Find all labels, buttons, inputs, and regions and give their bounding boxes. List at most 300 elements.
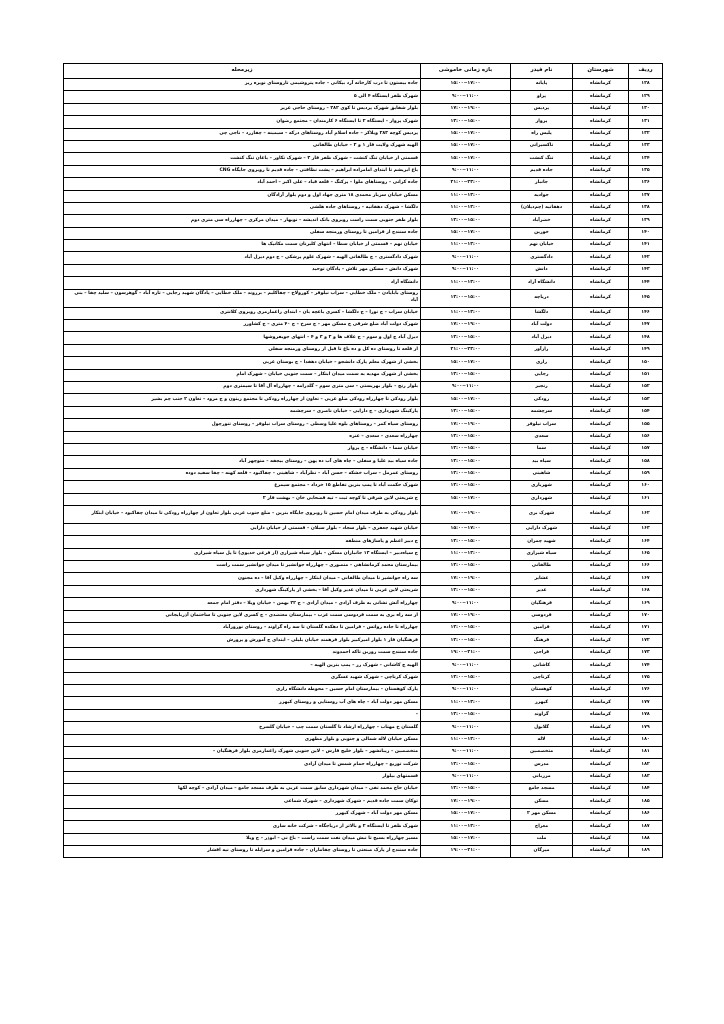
feeder-name-cell: گلابول xyxy=(511,722,573,734)
table-row xyxy=(64,846,663,858)
area-description-cell: ج سیاه‌دبیر – ایستگاه ۱۳ جانبازان مسکن – بلوار سیاه شیرازی (از فرعی خدیوی) تا پل سیاه شیرازی xyxy=(64,548,421,560)
outage-time-cell: ۱۳:۰۰−۱۵:۰۰ xyxy=(421,431,511,443)
table-row xyxy=(64,623,663,635)
province-cell: کرمانشاه xyxy=(573,344,629,356)
feeder-name-cell: رازآور xyxy=(511,344,573,356)
province-cell: کرمانشاه xyxy=(573,202,629,214)
province-cell: کرمانشاه xyxy=(573,734,629,746)
outage-time-cell: ۱۱:۰۰−۱۳:۰۰ xyxy=(421,548,511,560)
table-header-row xyxy=(64,64,663,79)
province-cell: کرمانشاه xyxy=(573,833,629,845)
province-cell: کرمانشاه xyxy=(573,369,629,381)
province-cell: کرمانشاه xyxy=(573,227,629,239)
row-number-cell: ۱۴۳ xyxy=(629,264,663,276)
row-number-cell: ۱۸۰ xyxy=(629,734,663,746)
area-description-cell: شهرک دانش – مسکن مهر تلاش – پادگان توحید xyxy=(64,264,421,276)
outage-time-cell: ۱۱:۰۰−۱۳:۰۰ xyxy=(421,307,511,319)
outage-time-cell: ۱۳:۰۰−۱۵:۰۰ xyxy=(421,116,511,128)
province-cell: کرمانشاه xyxy=(573,505,629,523)
row-number-cell: ۱۴۶ xyxy=(629,307,663,319)
area-description-cell: الهیه ج کاشانی – شهرک رز – پمپ بنزین الهیه – xyxy=(64,660,421,672)
table-row xyxy=(64,431,663,443)
feeder-name-cell: پلیس راه xyxy=(511,128,573,140)
feeder-name-cell: دریاچه xyxy=(511,289,573,307)
outage-time-cell: ۱۷:۰۰−۱۹:۰۰ xyxy=(421,103,511,115)
feeder-name-cell: مرزبانی xyxy=(511,771,573,783)
area-description-cell: از سه راه بری به سمت فردوسی سمت غرب – بیمارستان معتضدی – ج کسری لاین جنوبی تا ساختمان آذربایجانی xyxy=(64,610,421,622)
province-cell: کرمانشاه xyxy=(573,493,629,505)
province-cell: کرمانشاه xyxy=(573,523,629,535)
table-row xyxy=(64,598,663,610)
row-number-cell: ۱۶۵ xyxy=(629,548,663,560)
outage-time-cell: ۱۱:۰۰−۱۳:۰۰ xyxy=(421,190,511,202)
outage-time-cell: ۱۷:۰۰−۱۹:۰۰ xyxy=(421,573,511,585)
province-cell: کرمانشاه xyxy=(573,722,629,734)
outage-time-cell: ۱۵:۰۰−۱۷:۰۰ xyxy=(421,128,511,140)
area-description-cell: مسکن مهر دولت آباد – شهرک کیهرز xyxy=(64,808,421,820)
outage-time-cell: ۹:۰۰−۱۱:۰۰ xyxy=(421,252,511,264)
table-row xyxy=(64,548,663,560)
table-row xyxy=(64,332,663,344)
outage-time-cell: ۱۵:۰۰−۱۷:۰۰ xyxy=(421,523,511,535)
area-description-cell: فرهنگیان فاز ۱ بلوار امیرکبیر بلوار فرهمند خیابان بلیلی – ابتدای ج آموزش و پرورش xyxy=(64,635,421,647)
outage-time-cell: ۱۵:۰۰−۱۷:۰۰ xyxy=(421,140,511,152)
outage-time-cell: ۹:۰۰−۱۱:۰۰ xyxy=(421,722,511,734)
outage-time-cell: ۱۳:۰۰−۱۵:۰۰ xyxy=(421,443,511,455)
table-row xyxy=(64,202,663,214)
feeder-name-cell: مسکن مهر ۲ xyxy=(511,808,573,820)
row-number-cell: ۱۵۹ xyxy=(629,468,663,480)
province-cell: کرمانشاه xyxy=(573,320,629,332)
outage-time-cell: ۱۵:۰۰−۱۷:۰۰ xyxy=(421,227,511,239)
feeder-name-cell: میرگان xyxy=(511,846,573,858)
table-row xyxy=(64,523,663,535)
row-number-cell: ۱۸۵ xyxy=(629,796,663,808)
feeder-name-cell: شهرک بری xyxy=(511,505,573,523)
row-number-cell: ۱۳۴ xyxy=(629,153,663,165)
province-cell: کرمانشاه xyxy=(573,697,629,709)
province-cell: کرمانشاه xyxy=(573,240,629,252)
row-number-cell: ۱۵۲ xyxy=(629,381,663,393)
area-description-cell: سه راه جوانشیر تا میدان طالقانی – میدان ابتکار – چهارراه وکیل آقا – ده مجنون xyxy=(64,573,421,585)
feeder-name-cell: شاهینی xyxy=(511,468,573,480)
outage-time-cell: ۲۱:۰۰−۲۳:۰۰ xyxy=(421,344,511,356)
area-description-cell: بخشی از شهرک معلم پارک دانشجو – خیابان دهقدا – ج بوستان غربی xyxy=(64,357,421,369)
table-row xyxy=(64,307,663,319)
area-description-cell: بلوار رنج – بلوار بهزیستی – سی متری سوم – گلدرامه – چهارراه آل آقا تا سیمتری دوم xyxy=(64,381,421,393)
outage-time-cell: ۱۳:۰۰−۱۵:۰۰ xyxy=(421,536,511,548)
area-description-cell: مسکن خیابان سرباز محمدی ۱۸ متری جهاد اول و دوم بلوار آزادگان xyxy=(64,190,421,202)
table-row xyxy=(64,91,663,103)
province-cell: کرمانشاه xyxy=(573,91,629,103)
area-description-cell: چهارراه سعدی – سعدی – عنزه xyxy=(64,431,421,443)
table-row xyxy=(64,759,663,771)
province-cell: کرمانشاه xyxy=(573,784,629,796)
table-row xyxy=(64,140,663,152)
province-cell: کرمانشاه xyxy=(573,759,629,771)
row-number-cell: ۱۳۲ xyxy=(629,128,663,140)
feeder-name-cell: لاله xyxy=(511,734,573,746)
province-cell: کرمانشاه xyxy=(573,419,629,431)
row-number-cell: ۱۸۳ xyxy=(629,771,663,783)
outage-time-cell: ۹:۰۰−۱۱:۰۰ xyxy=(421,165,511,177)
province-cell: کرمانشاه xyxy=(573,573,629,585)
table-row xyxy=(64,672,663,684)
province-cell: کرمانشاه xyxy=(573,289,629,307)
outage-time-cell: ۱۳:۰۰−۱۵:۰۰ xyxy=(421,759,511,771)
feeder-name-cell: فردوسی xyxy=(511,610,573,622)
area-description-cell: متخصصین – زیبانشهر – بلوار خلیج فارس – لاین جنوبی شهرک زاغمارمری بلوار فرهنگیان – xyxy=(64,746,421,758)
area-description-cell: بلوار رودکی تا چهارراه رودکی ضلع غربی – تعاون از چهارراه رودکی تا مجتمع زیتون و ج مرود – تعاون ۲ جنب چم بشیر xyxy=(64,394,421,406)
province-cell: کرمانشاه xyxy=(573,128,629,140)
row-number-cell: ۱۷۷ xyxy=(629,697,663,709)
area-description-cell: خیابان شهید جعفری – بلوار سجاد – بلوار سبلان – قسمتی از خیابان دارایی xyxy=(64,523,421,535)
province-cell: کرمانشاه xyxy=(573,808,629,820)
row-number-cell: ۱۶۴ xyxy=(629,536,663,548)
table-row xyxy=(64,536,663,548)
table-row xyxy=(64,660,663,672)
outage-time-cell: ۱۹:۰۰−۲۱:۰۰ xyxy=(421,647,511,659)
area-description-cell: توکان سمت جاده قدیم – شهرک شهرداری – شهرک شماعی xyxy=(64,796,421,808)
area-description-cell: شهرک کرناچی – شهرک شهید عسگری xyxy=(64,672,421,684)
outage-time-cell: ۱۳:۰۰−۱۵:۰۰ xyxy=(421,369,511,381)
area-description-cell: دانشگاه آزاد xyxy=(64,277,421,289)
outage-time-cell: ۱۷:۰۰−۱۹:۰۰ xyxy=(421,320,511,332)
area-description-cell: قسمتهای بیلوار xyxy=(64,771,421,783)
feeder-name-cell: معراج xyxy=(511,821,573,833)
outage-time-cell: ۱۳:۰۰−۱۵:۰۰ xyxy=(421,635,511,647)
feeder-name-cell: پردیس xyxy=(511,103,573,115)
feeder-name-cell: رنجبر xyxy=(511,381,573,393)
row-number-cell: ۱۴۰ xyxy=(629,227,663,239)
area-description-cell: پردیس کوچه ۲۸۳ ویلاکر – جاده اسلام آباد روستاهای درکه – سیمینه – چقازرد – ناجی چی xyxy=(64,128,421,140)
feeder-name-cell: فرهنگ xyxy=(511,635,573,647)
area-description-cell: جاده کرانی – روستاهای ملوا – پرکنگ – قلعه قباد – علی اکبر – احمد آباد xyxy=(64,178,421,190)
province-cell: کرمانشاه xyxy=(573,481,629,493)
outage-time-cell: ۱۳:۰۰−۱۵:۰۰ xyxy=(421,709,511,721)
table-row xyxy=(64,456,663,468)
table-row xyxy=(64,103,663,115)
area-description-cell: الهیه شهرک ولایت فاز ۱ و ۲ – خیابان طالقانی xyxy=(64,140,421,152)
outage-time-cell: ۱۵:۰۰−۱۷:۰۰ xyxy=(421,493,511,505)
area-description-cell: خیابان سما – دانشگاه – ج پرواز xyxy=(64,443,421,455)
outage-time-cell: ۱۷:۰۰−۱۹:۰۰ xyxy=(421,610,511,622)
feeder-name-cell: تنگ کنشت xyxy=(511,153,573,165)
area-description-cell: خیابان سراب – ج نورا – ج دلگشا – کسری باغچه بان – ابتدای زاغمارمری روبروی کلانتری xyxy=(64,307,421,319)
area-description-cell: شهرک دادگستری – ج طالقانی الهیه – شهرک علوم پزشکی – ج دوم دیزل آباد xyxy=(64,252,421,264)
row-number-cell: ۱۶۷ xyxy=(629,573,663,585)
row-number-cell: ۱۴۵ xyxy=(629,289,663,307)
row-number-cell: ۱۷۹ xyxy=(629,722,663,734)
feeder-name-cell: سیاه شیرازی xyxy=(511,548,573,560)
area-description-cell: پارک کوهستان – بیمارستان امام حسین – محوطه دانشگاه رازی xyxy=(64,684,421,696)
area-description-cell: ج دبیر اعظم و پاساژهای منطقه xyxy=(64,536,421,548)
row-number-cell: ۱۳۰ xyxy=(629,103,663,115)
province-cell: کرمانشاه xyxy=(573,709,629,721)
row-number-cell: ۱۴۴ xyxy=(629,277,663,289)
row-number-cell: ۱۷۵ xyxy=(629,672,663,684)
province-cell: کرمانشاه xyxy=(573,443,629,455)
table-row xyxy=(64,647,663,659)
row-number-cell: ۱۷۳ xyxy=(629,647,663,659)
province-cell: کرمانشاه xyxy=(573,153,629,165)
province-cell: کرمانشاه xyxy=(573,647,629,659)
feeder-name-cell: کاشانی xyxy=(511,660,573,672)
table-row xyxy=(64,585,663,597)
province-cell: کرمانشاه xyxy=(573,635,629,647)
area-description-cell: خیابان حاج محمد تقی – میدان شهرداری سابق سمت غربی به طرف مسجد جامع – میدان آزادی – کوچه لکها xyxy=(64,784,421,796)
table-row xyxy=(64,357,663,369)
table-row xyxy=(64,320,663,332)
area-description-cell: جاده سیاه بید علیا و سفلی – چاه های آب ده پهن – روستای بیجقه – منوچهر آباد xyxy=(64,456,421,468)
outage-time-cell: ۱۹:۰۰−۲۱:۰۰ xyxy=(421,846,511,858)
table-row xyxy=(64,240,663,252)
province-cell: کرمانشاه xyxy=(573,381,629,393)
table-row xyxy=(64,165,663,177)
table-row xyxy=(64,277,663,289)
row-number-cell: ۱۵۵ xyxy=(629,419,663,431)
table-row xyxy=(64,610,663,622)
area-description-cell: چهارراه آتش نشانی به طرف آزادی – میدان آزادی – ج ۲۲ بهمن – خیابان ویلا – دفتر امام جمعه xyxy=(64,598,421,610)
row-number-cell: ۱۵۸ xyxy=(629,456,663,468)
outage-time-cell: ۱۳:۰۰−۱۵:۰۰ xyxy=(421,468,511,480)
province-cell: کرمانشاه xyxy=(573,821,629,833)
row-number-cell: ۱۴۹ xyxy=(629,344,663,356)
feeder-name-cell: دولت آباد xyxy=(511,320,573,332)
area-description-cell: بیمارستان محمد کرمانشاهی – منصوری – چهارراه جوانشیر تا میدان جوانشیر سمت راست xyxy=(64,561,421,573)
table-row xyxy=(64,635,663,647)
feeder-name-cell: خورین xyxy=(511,227,573,239)
area-description-cell: دلگشا – شهرک دهقانیه – روستاهای جاده هلشی xyxy=(64,202,421,214)
province-cell: کرمانشاه xyxy=(573,746,629,758)
table-row xyxy=(64,493,663,505)
area-description-cell: شریعتی لاین غربی تا میدان غدیر وکیل آقا – بخشی از پارکینگ شهرداری xyxy=(64,585,421,597)
area-description-cell: بخشی از شهرک مهدیه به سمت میدان ابتکار – سمت جنوبی خیابان – شهرک امام xyxy=(64,369,421,381)
table-row xyxy=(64,697,663,709)
row-number-cell: ۱۴۷ xyxy=(629,320,663,332)
feeder-name-cell: پراو xyxy=(511,91,573,103)
table-row xyxy=(64,746,663,758)
header-time: بازه زمانی خاموشی xyxy=(421,64,511,79)
area-description-cell: مسکن مهر دولت آباد – چاه های آب روستایی و روستای کیهرز xyxy=(64,697,421,709)
feeder-name-cell: جاده قدیم xyxy=(511,165,573,177)
row-number-cell: ۱۸۲ xyxy=(629,759,663,771)
header-feeder: نام فیدر xyxy=(511,64,573,79)
outage-schedule-sheet xyxy=(63,63,662,858)
area-description-cell: شهرک پرواز – ایستگاه ۲ تا ایستگاه ۶ کارمندان – مجتمع رضوان xyxy=(64,116,421,128)
area-description-cell: شهرک ظفر ایستگاه ۴ الی ۵ xyxy=(64,91,421,103)
feeder-name-cell: خضرآباد xyxy=(511,215,573,227)
province-cell: کرمانشاه xyxy=(573,394,629,406)
outage-time-cell: ۱۳:۰۰−۱۵:۰۰ xyxy=(421,672,511,684)
row-number-cell: ۱۴۸ xyxy=(629,332,663,344)
table-row xyxy=(64,116,663,128)
province-cell: کرمانشاه xyxy=(573,536,629,548)
area-description-cell: شرکت توزیع – چهارراه حمام شمس تا میدان آزادی xyxy=(64,759,421,771)
header-area: زیرمحله xyxy=(64,64,421,79)
row-number-cell: ۱۷۸ xyxy=(629,709,663,721)
table-row xyxy=(64,381,663,393)
province-cell: کرمانشاه xyxy=(573,252,629,264)
feeder-name-cell: فرامین xyxy=(511,623,573,635)
table-row xyxy=(64,573,663,585)
table-row xyxy=(64,79,663,91)
outage-time-cell: ۱۳:۰۰−۱۵:۰۰ xyxy=(421,215,511,227)
province-cell: کرمانشاه xyxy=(573,357,629,369)
header-row-number: ردیف xyxy=(629,64,663,79)
row-number-cell: ۱۵۱ xyxy=(629,369,663,381)
province-cell: کرمانشاه xyxy=(573,660,629,672)
row-number-cell: ۱۸۱ xyxy=(629,746,663,758)
province-cell: کرمانشاه xyxy=(573,307,629,319)
area-description-cell: قسمتی از خیابان تنگ کنشت – شهرک ظفر فاز ۳ – شهرک نکاور – باغان تنگ کنشت xyxy=(64,153,421,165)
row-number-cell: ۱۶۹ xyxy=(629,598,663,610)
outage-time-cell: ۱۳:۰۰−۱۵:۰۰ xyxy=(421,456,511,468)
row-number-cell: ۱۶۱ xyxy=(629,493,663,505)
row-number-cell: ۱۵۰ xyxy=(629,357,663,369)
province-cell: کرمانشاه xyxy=(573,456,629,468)
feeder-name-cell: دانش xyxy=(511,264,573,276)
row-number-cell: ۱۶۰ xyxy=(629,481,663,493)
outage-table xyxy=(63,63,663,858)
province-cell: کرمانشاه xyxy=(573,771,629,783)
feeder-name-cell: شهرداری xyxy=(511,493,573,505)
feeder-name-cell: غدیر xyxy=(511,585,573,597)
area-description-cell: جاده سنندج از فرامین تا روستای ورمنجه سفلی xyxy=(64,227,421,239)
table-row xyxy=(64,808,663,820)
area-description-cell: شهرک دولت آباد ضلع شرقی ج مسکن مهر – ج سرخ – ج ۴۰ متری – ج کشاورز xyxy=(64,320,421,332)
row-number-cell: ۱۸۴ xyxy=(629,784,663,796)
feeder-name-cell: دلگشا xyxy=(511,307,573,319)
feeder-name-cell: جوادیه xyxy=(511,190,573,202)
feeder-name-cell: متخصصین xyxy=(511,746,573,758)
province-cell: کرمانشاه xyxy=(573,406,629,418)
area-description-cell: مسکن خیابان لاله شمالی و جنوبی و بلوار مطهری xyxy=(64,734,421,746)
table-row xyxy=(64,709,663,721)
feeder-name-cell: دیزل آباد xyxy=(511,332,573,344)
row-number-cell: ۱۳۷ xyxy=(629,190,663,202)
province-cell: کرمانشاه xyxy=(573,190,629,202)
row-number-cell: ۱۷۲ xyxy=(629,635,663,647)
area-description-cell: – xyxy=(64,709,421,721)
row-number-cell: ۱۷۶ xyxy=(629,684,663,696)
table-row xyxy=(64,505,663,523)
outage-time-cell: ۱۷:۰۰−۱۹:۰۰ xyxy=(421,505,511,523)
outage-time-cell: ۱۳:۰۰−۱۵:۰۰ xyxy=(421,784,511,796)
province-cell: کرمانشاه xyxy=(573,610,629,622)
row-number-cell: ۱۳۹ xyxy=(629,215,663,227)
area-description-cell: جاده بیستون تا درب کارخانه آرد بیکانی – جاده پتروشیمی تاروستای نویره ریز xyxy=(64,79,421,91)
outage-time-cell: ۱۵:۰۰−۱۷:۰۰ xyxy=(421,153,511,165)
province-cell: کرمانشاه xyxy=(573,277,629,289)
row-number-cell: ۱۳۵ xyxy=(629,165,663,177)
area-description-cell: پارکینگ شهرداری – ج دارایی – خیابان ناصری – سرچشمه xyxy=(64,406,421,418)
feeder-name-cell: مدرس xyxy=(511,759,573,771)
province-cell: کرمانشاه xyxy=(573,684,629,696)
outage-time-cell: ۹:۰۰−۱۱:۰۰ xyxy=(421,684,511,696)
province-cell: کرمانشاه xyxy=(573,468,629,480)
row-number-cell: ۱۶۳ xyxy=(629,523,663,535)
row-number-cell: ۱۵۳ xyxy=(629,394,663,406)
area-description-cell: خیابان نهم – قسمتی از خیابان سطا – انتهای کلبرنان سمت مکانیک ها xyxy=(64,240,421,252)
outage-time-cell: ۹:۰۰−۱۱:۰۰ xyxy=(421,264,511,276)
row-number-cell: ۱۸۹ xyxy=(629,846,663,858)
outage-time-cell: ۱۳:۰۰−۱۵:۰۰ xyxy=(421,585,511,597)
outage-time-cell: ۱۱:۰۰−۱۳:۰۰ xyxy=(421,277,511,289)
outage-time-cell: ۱۱:۰۰−۱۳:۰۰ xyxy=(421,821,511,833)
table-row xyxy=(64,722,663,734)
province-cell: کرمانشاه xyxy=(573,103,629,115)
outage-time-cell: ۱۳:۰۰−۱۵:۰۰ xyxy=(421,332,511,344)
table-row xyxy=(64,128,663,140)
province-cell: کرمانشاه xyxy=(573,796,629,808)
feeder-name-cell: شهربازی xyxy=(511,481,573,493)
feeder-name-cell: ملت xyxy=(511,833,573,845)
province-cell: کرمانشاه xyxy=(573,79,629,91)
table-row xyxy=(64,684,663,696)
province-cell: کرمانشاه xyxy=(573,585,629,597)
area-description-cell: شهرک ظفر تا ایستگاه ۲ و بالاتر از دریاجگاه – شرکت خانه سازی xyxy=(64,821,421,833)
province-cell: کرمانشاه xyxy=(573,215,629,227)
feeder-name-cell: تاکسیرانی xyxy=(511,140,573,152)
feeder-name-cell: رجایی xyxy=(511,369,573,381)
table-row xyxy=(64,190,663,202)
feeder-name-cell: سیاه بید xyxy=(511,456,573,468)
table-row xyxy=(64,344,663,356)
area-description-cell: بلوار ظفر جنوبی سمت راست روبروی بانک اندیشه – نوبهار – میدان مرکزی – چهارراه سی متری دوم xyxy=(64,215,421,227)
feeder-name-cell: قراجی xyxy=(511,647,573,659)
table-row xyxy=(64,178,663,190)
outage-time-cell: ۱۵:۰۰−۱۷:۰۰ xyxy=(421,357,511,369)
area-description-cell: باغ ابریشم تا ابتدای امامزاده ابراهیم – پشت نظافتی – جاده قدیم تا روبروی جایگاه CNG xyxy=(64,165,421,177)
table-row xyxy=(64,833,663,845)
outage-time-cell: ۱۳:۰۰−۱۵:۰۰ xyxy=(421,561,511,573)
feeder-name-cell: شهید چمران xyxy=(511,536,573,548)
feeder-name-cell: دهقانیه (چم‌دیلان) xyxy=(511,202,573,214)
table-row xyxy=(64,468,663,480)
table-row xyxy=(64,821,663,833)
row-number-cell: ۱۷۱ xyxy=(629,623,663,635)
area-description-cell: روستای سیاه کمر – روستاهای بلوه علیا وسطی – روستای سراب نیلوفر – روستای تنورچول xyxy=(64,419,421,431)
feeder-name-cell: دانشگاه آزاد xyxy=(511,277,573,289)
table-row xyxy=(64,771,663,783)
feeder-name-cell: کوهستان xyxy=(511,684,573,696)
outage-time-cell: ۹:۰۰−۱۱:۰۰ xyxy=(421,660,511,672)
row-number-cell: ۱۵۷ xyxy=(629,443,663,455)
row-number-cell: ۱۳۱ xyxy=(629,116,663,128)
row-number-cell: ۱۷۴ xyxy=(629,660,663,672)
outage-time-cell: ۱۱:۰۰−۱۳:۰۰ xyxy=(421,734,511,746)
province-cell: کرمانشاه xyxy=(573,116,629,128)
table-body xyxy=(64,79,663,858)
province-cell: کرمانشاه xyxy=(573,332,629,344)
outage-time-cell: ۱۱:۰۰−۱۳:۰۰ xyxy=(421,202,511,214)
area-description-cell: بلوار شقایق شهرک پردیس تا کوی ۲۸۲ – روستای حاجی عزیز xyxy=(64,103,421,115)
outage-time-cell: ۱۱:۰۰−۱۳:۰۰ xyxy=(421,697,511,709)
area-description-cell: شهرک حکمت آباد تا پمپ بنزین تقاطع ۱۵ خرداد – مجتمع سیمرغ xyxy=(64,481,421,493)
feeder-name-cell: کرناچی xyxy=(511,672,573,684)
row-number-cell: ۱۸۶ xyxy=(629,808,663,820)
feeder-name-cell: سعدی xyxy=(511,431,573,443)
table-row xyxy=(64,561,663,573)
province-cell: کرمانشاه xyxy=(573,598,629,610)
outage-time-cell: ۹:۰۰−۱۱:۰۰ xyxy=(421,91,511,103)
province-cell: کرمانشاه xyxy=(573,623,629,635)
feeder-name-cell: دادگستری xyxy=(511,252,573,264)
table-row xyxy=(64,443,663,455)
row-number-cell: ۱۷۰ xyxy=(629,610,663,622)
row-number-cell: ۱۵۶ xyxy=(629,431,663,443)
